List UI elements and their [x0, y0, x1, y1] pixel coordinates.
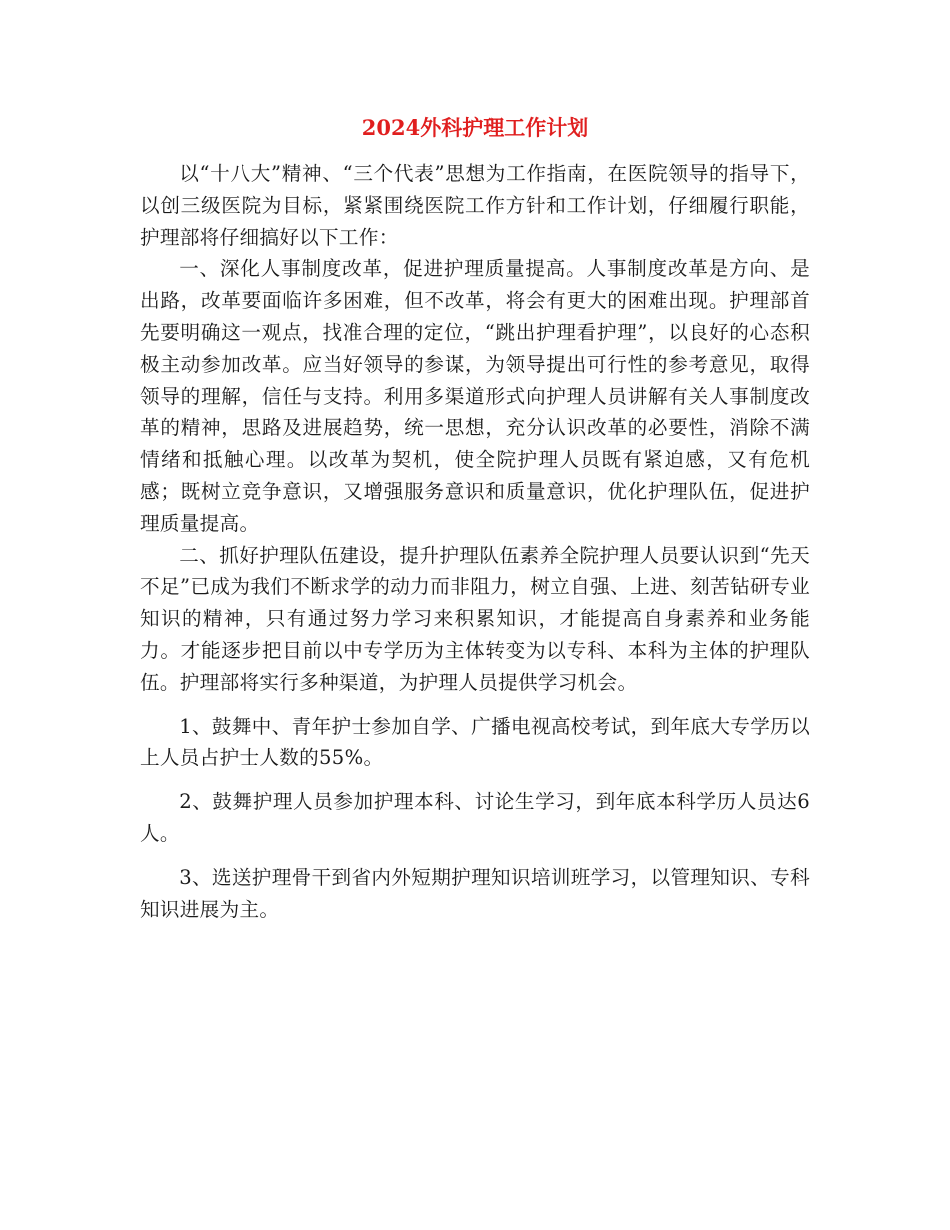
paragraph-section-1: 一、深化人事制度改革，促进护理质量提高。人事制度改革是方向、是出路，改革要面临许多困难，但不改革，将会有更大的困难出现。护理部首先要明确这一观点，找准合理的定位，“跳出护理看护理”，以良好的心态积极主动参加改革。应当好领导的参谋，为领导提出可行性的参考意见，取得领导的理解，信任与支持。利用多渠道形式向护理人员讲解有关人事制度改革的精神，思路及进展趋势，统一思想，充分认识改革的必要性，消除不满情绪和抵触心理。以改革为契机，使全院护理人员既有紧迫感，又有危机感；既树立竞争意识，又增强服务意识和质量意识，优化护理队伍，促进护理质量提高。 — [140, 257, 810, 535]
paragraph-item-2: 2、鼓舞护理人员参加护理本科、讨论生学习，到年底本科学历人员达6人。 — [140, 790, 810, 845]
document-title: 2024外科护理工作计划 — [361, 115, 589, 140]
paragraph-item-1: 1、鼓舞中、青年护士参加自学、广播电视高校考试，到年底大专学历以上人员占护士人数的55%。 — [140, 714, 810, 770]
paragraph-section-2: 二、抓好护理队伍建设，提升护理队伍素养全院护理人员要认识到“先天不足”已成为我们不断求学的动力而非阻力，树立自强、上进、刻苦钻研专业知识的精神，只有通过努力学习来积累知识，才能提高自身素养和业务能力。才能逐步把目前以中专学历为主体转变为以专科、本科为主体的护理队伍。护理部将实行多种渠道，为护理人员提供学习机会。 — [140, 543, 810, 694]
document-body — [140, 158, 810, 925]
paragraph-intro: 以“十八大”精神、“三个代表”思想为工作指南，在医院领导的指导下，以创三级医院为目标，紧紧围绕医院工作方针和工作计划，仔细履行职能，护理部将仔细搞好以下工作： — [140, 162, 810, 249]
paragraph-item-3: 3、选送护理骨干到省内外短期护理知识培训班学习，以管理知识、专科知识进展为主。 — [140, 865, 810, 921]
